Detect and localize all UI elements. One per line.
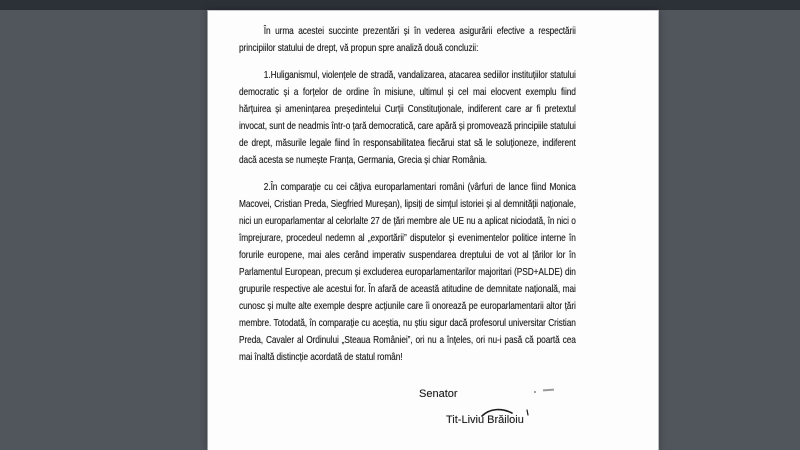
scan-artifact-dot (534, 391, 536, 393)
document-page[interactable] (207, 10, 659, 450)
document-body-text (239, 23, 576, 376)
signature-title: Senator (419, 388, 458, 400)
viewer-canvas (0, 10, 800, 450)
scan-artifact-dash (543, 389, 554, 392)
paragraph-conclusion-1: 1.Huliganismul, violențele de stradă, vandalizarea, atacarea sediilor instituțiilor statului democratic și a forțelor de ordine în misiune, ultimul și cel mai elocvent exemplu fiind hărțuirea și amenințarea președintelui Curții Constituționale, indiferent care ar fi pretextul invocat, sunt de neadmis într-o țară democratică, care apără și promovează principiile statului de drept, măsurile legale fiind în responsabilitatea fiecărui stat să le soluționeze, indiferent dacă acesta se numește Franța, Germania, Grecia și chiar România. (239, 70, 576, 166)
signature-name: Tit-Liviu Brăiloiu (446, 414, 524, 426)
paragraph-conclusion-2: 2.În comparație cu cei câțiva europarlamentari români (vârfuri de lance fiind Monica Macovei, Cristian Preda, Siegfried Mureșan), lipsiți de simțul istoriei și al demnității naționale, nici un europarlamentar al celorlalte 27 de țări membre ale UE nu a aplicat niciodată, în nici o împrejurare, procedeul nedemn al „exportării” disputelor și evenimentelor politice interne în forurile europene, mai ales cerând imperativ suspendarea dreptului de vot al țărilor lor în Parlamentul European, precum și excluderea europarlamentarilor majoritari (PSD+ALDE) din grupurile respective ale acestui for. În afară de această atitudine de demnitate națională, mai cunosc și multe alte exemple despre acțiunile care îi onorează pe europarlamentarii altor țări membre. Totodată, în comparație cu aceștia, nu știu sigur dacă profesorul universitar Cristian Preda, Cavaler al Ordinului „Steaua României”, ori nu a înțeles, ori nu-i pasă că poartă cea mai înaltă distincție acordată de statul român! (239, 182, 576, 363)
viewer-top-bar (0, 0, 800, 10)
paragraph-intro: În urma acestei succinte prezentări și în vederea asigurării efective a respectării principiilor statului de drept, vă propun spre analiză două concluzii: (239, 26, 576, 54)
